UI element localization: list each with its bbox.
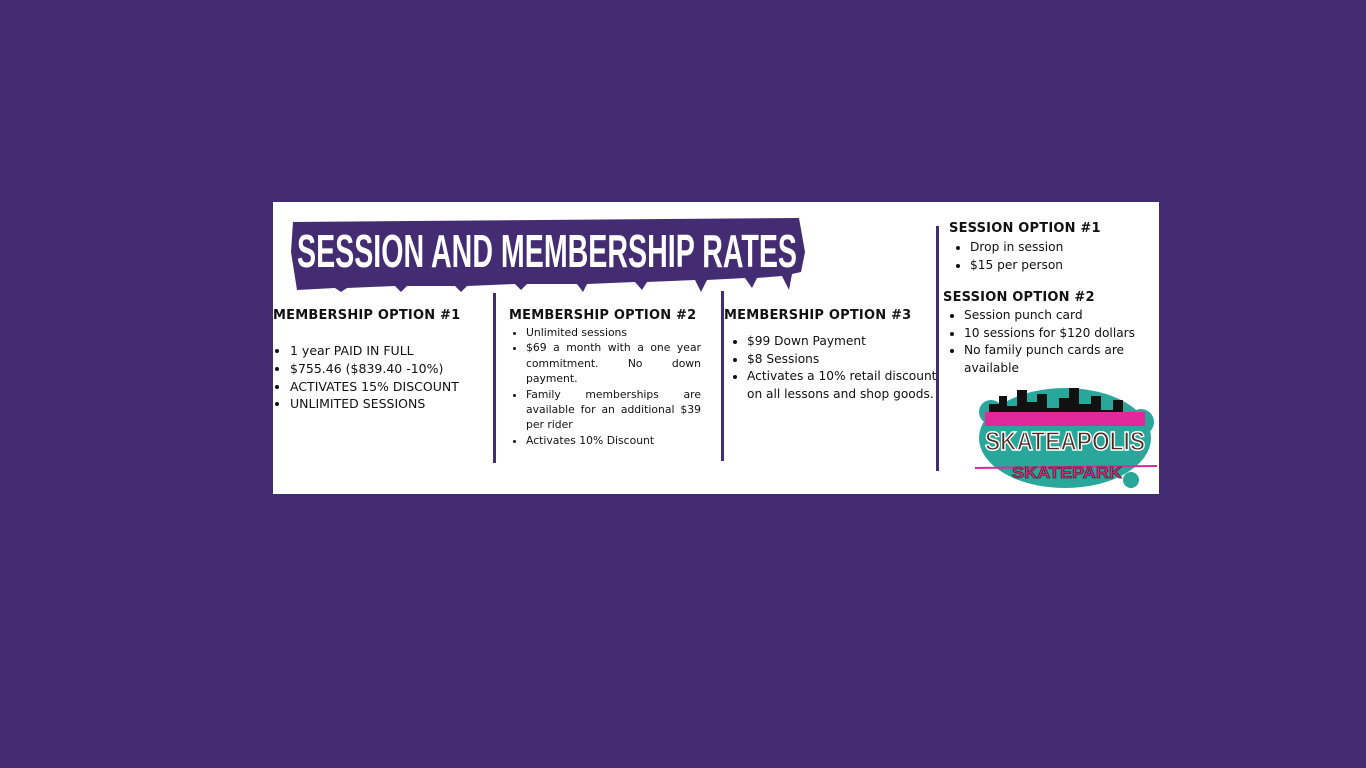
list-item: • $8 Sessions	[747, 351, 944, 369]
rates-card	[273, 202, 1159, 494]
membership-option-1-list	[273, 342, 483, 413]
list-item: • Drop in session	[970, 238, 1149, 256]
skateapolis-logo	[971, 382, 1159, 494]
membership-option-3-heading: MEMBERSHIP OPTION #3	[724, 308, 912, 323]
logo-main-text: SKATEAPOLIS	[985, 426, 1145, 456]
session-option-2-list	[943, 307, 1149, 377]
session-option-1-list	[949, 238, 1149, 274]
session-option-1-heading: SESSION OPTION #1	[949, 221, 1101, 236]
list-item: • $755.46 ($839.40 -10%)	[290, 360, 483, 378]
column-divider	[936, 226, 939, 471]
banner-graphic	[287, 212, 807, 292]
rates-banner	[287, 212, 807, 292]
list-item: • $99 Down Payment	[747, 333, 944, 351]
logo-magenta-band	[985, 412, 1145, 426]
list-item: • 1 year PAID IN FULL	[290, 342, 483, 360]
membership-option-2	[509, 308, 701, 448]
membership-option-3	[724, 308, 944, 403]
session-option-1	[949, 221, 1149, 274]
list-item: • ACTIVATES 15% DISCOUNT	[290, 378, 483, 396]
membership-option-1	[273, 308, 483, 413]
list-item: • Session punch card	[964, 307, 1149, 325]
list-item: • $69 a month with a one year commitment. No down payment.	[526, 340, 701, 386]
list-item: • UNLIMITED SESSIONS	[290, 395, 483, 413]
list-item: • $15 per person	[970, 256, 1149, 274]
logo-sub-text: SKATEPARK	[1012, 465, 1123, 482]
list-item: • Activates 10% Discount	[526, 433, 701, 448]
list-item: • Family memberships are available for an additional $39 per rider	[526, 387, 701, 433]
column-divider	[493, 293, 496, 463]
list-item: • Unlimited sessions	[526, 325, 701, 340]
membership-option-1-heading: MEMBERSHIP OPTION #1	[273, 308, 461, 323]
list-item: • 10 sessions for $120 dollars	[964, 325, 1149, 343]
logo-graphic	[971, 382, 1159, 494]
session-option-2	[943, 290, 1149, 377]
logo-splash-dot	[1123, 472, 1139, 488]
membership-option-2-heading: MEMBERSHIP OPTION #2	[509, 308, 697, 323]
membership-option-3-list	[724, 333, 944, 403]
list-item: • Activates a 10% retail discount on all lessons and shop goods.	[747, 368, 944, 403]
membership-option-2-list	[509, 325, 701, 448]
list-item: • No family punch cards are available	[964, 342, 1149, 377]
session-option-2-heading: SESSION OPTION #2	[943, 290, 1095, 305]
banner-title: SESSION AND MEMBERSHIP RATES	[297, 225, 797, 277]
